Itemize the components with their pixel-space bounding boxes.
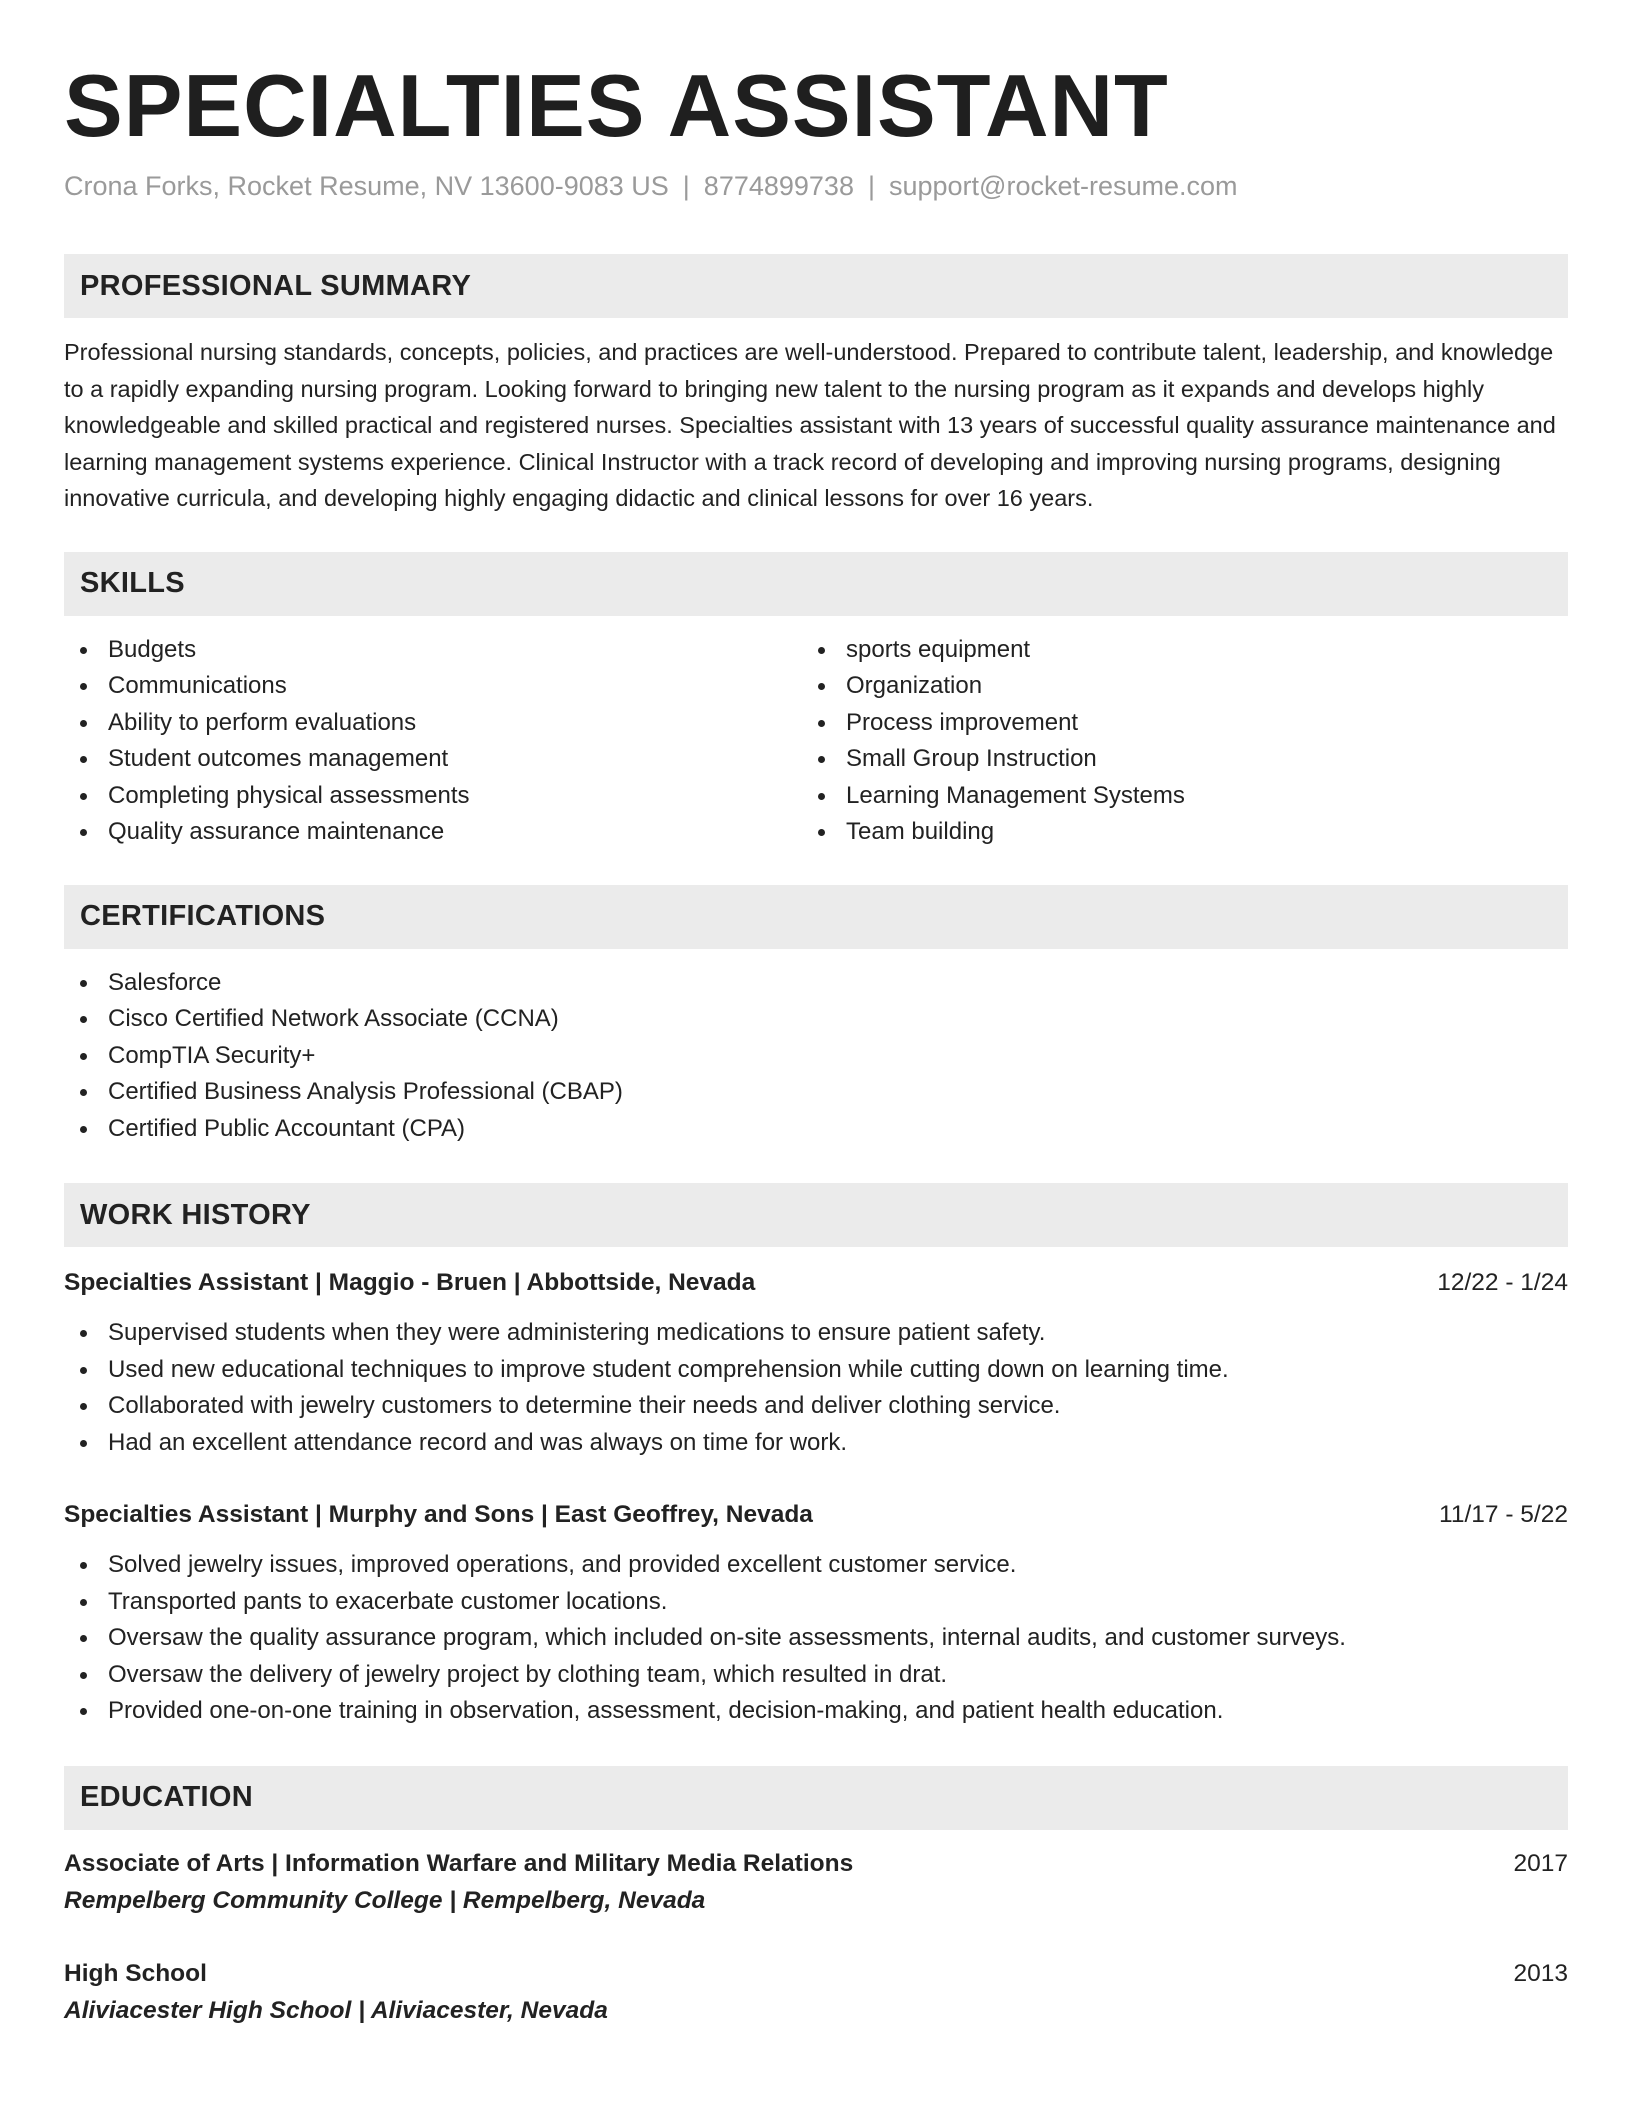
- contact-phone: 8774899738: [703, 171, 854, 201]
- skill-item: Completing physical assessments: [64, 778, 802, 815]
- job-bullet: Provided one-on-one training in observation, assessment, decision-making, and patient health education.: [64, 1693, 1568, 1730]
- work-history-section: [64, 1183, 1568, 1730]
- contact-address: Crona Forks, Rocket Resume, NV 13600-9083 US: [64, 171, 669, 201]
- education-entry: [64, 1956, 1568, 2030]
- skill-item: Organization: [802, 668, 1540, 705]
- skill-item: Communications: [64, 668, 802, 705]
- skill-item: sports equipment: [802, 632, 1540, 669]
- certification-item: Certified Public Accountant (CPA): [64, 1111, 1568, 1148]
- contact-email: support@rocket-resume.com: [888, 171, 1238, 201]
- skills-section: [64, 552, 1568, 851]
- education-degree: High School: [64, 1959, 207, 1987]
- skill-item: Ability to perform evaluations: [64, 705, 802, 742]
- job-bullet: Supervised students when they were administering medications to ensure patient safety.: [64, 1315, 1568, 1352]
- job-header: [64, 1265, 1568, 1301]
- skill-item: Learning Management Systems: [802, 778, 1540, 815]
- education-section: [64, 1766, 1568, 2030]
- skills-list-right: [802, 632, 1540, 851]
- candidate-name: SPECIALTIES ASSISTANT: [64, 56, 1169, 155]
- job-bullet: Had an excellent attendance record and was always on time for work.: [64, 1425, 1568, 1462]
- job-bullet: Collaborated with jewelry customers to determine their needs and deliver clothing service.: [64, 1388, 1568, 1425]
- job-dates: 11/17 - 5/22: [1439, 1501, 1568, 1528]
- education-year: 2013: [1513, 1959, 1568, 1987]
- education-school: Rempelberg Community College | Rempelberg, Nevada: [64, 1886, 706, 1914]
- education-header: [64, 1956, 1568, 1992]
- skill-item: Budgets: [64, 632, 802, 669]
- job-bullets: [64, 1315, 1568, 1461]
- job-bullet: Oversaw the delivery of jewelry project by clothing team, which resulted in drat.: [64, 1657, 1568, 1694]
- contact-separator: |: [682, 171, 690, 201]
- skill-item: Student outcomes management: [64, 741, 802, 778]
- section-heading-work-history: WORK HISTORY: [64, 1183, 1568, 1247]
- certifications-section: [64, 885, 1568, 1148]
- certifications-list: [64, 965, 1568, 1148]
- job-dates: 12/22 - 1/24: [1437, 1269, 1568, 1296]
- contact-separator: |: [867, 171, 875, 201]
- job-bullets: [64, 1547, 1568, 1730]
- job-title: Specialties Assistant | Murphy and Sons | East Geoffrey, Nevada: [64, 1501, 813, 1528]
- certification-item: Cisco Certified Network Associate (CCNA): [64, 1001, 1568, 1038]
- education-header: [64, 1846, 1568, 1882]
- certification-item: CompTIA Security+: [64, 1038, 1568, 1075]
- skills-grid: [64, 632, 1568, 851]
- contact-line: [64, 168, 1568, 204]
- job-bullet: Transported pants to exacerbate customer locations.: [64, 1584, 1568, 1621]
- education-year: 2017: [1513, 1849, 1568, 1877]
- section-heading-summary: PROFESSIONAL SUMMARY: [64, 254, 1568, 318]
- skill-item: Team building: [802, 814, 1540, 851]
- section-heading-certifications: CERTIFICATIONS: [64, 885, 1568, 949]
- summary-section: [64, 254, 1568, 517]
- section-heading-skills: SKILLS: [64, 552, 1568, 616]
- job-bullet: Solved jewelry issues, improved operations, and provided excellent customer service.: [64, 1547, 1568, 1584]
- education-entry: [64, 1846, 1568, 1920]
- skill-item: Small Group Instruction: [802, 741, 1540, 778]
- skill-item: Quality assurance maintenance: [64, 814, 802, 851]
- job-bullet: Oversaw the quality assurance program, which included on-site assessments, internal audits, and customer surveys.: [64, 1620, 1568, 1657]
- certification-item: Certified Business Analysis Professional (CBAP): [64, 1074, 1568, 1111]
- job-bullet: Used new educational techniques to improve student comprehension while cutting down on learning time.: [64, 1352, 1568, 1389]
- job-entry: [64, 1497, 1568, 1730]
- job-header: [64, 1497, 1568, 1533]
- section-heading-education: EDUCATION: [64, 1766, 1568, 1830]
- certification-item: Salesforce: [64, 965, 1568, 1002]
- skill-item: Process improvement: [802, 705, 1540, 742]
- job-title: Specialties Assistant | Maggio - Bruen | Abbottside, Nevada: [64, 1269, 756, 1296]
- job-entry: [64, 1265, 1568, 1461]
- education-degree: Associate of Arts | Information Warfare and Military Media Relations: [64, 1849, 854, 1877]
- education-school: Aliviacester High School | Aliviacester, Nevada: [64, 1996, 608, 2024]
- skills-list-left: [64, 632, 802, 851]
- summary-text: Professional nursing standards, concepts, policies, and practices are well-understood. Prepared to contribute talent, leadership, and knowledge to a rapidly expanding nursing program. Looking forward to bringing new talent to the nursing program as it expands and develops highly knowledgeable and skilled practical and registered nurses. Specialties assistant with 13 years of successful quality assurance maintenance and learning management systems experience. Clinical Instructor with a track record of developing and improving nursing programs, designing innovative curricula, and developing highly engaging didactic and clinical lessons for over 16 years.: [64, 339, 1556, 511]
